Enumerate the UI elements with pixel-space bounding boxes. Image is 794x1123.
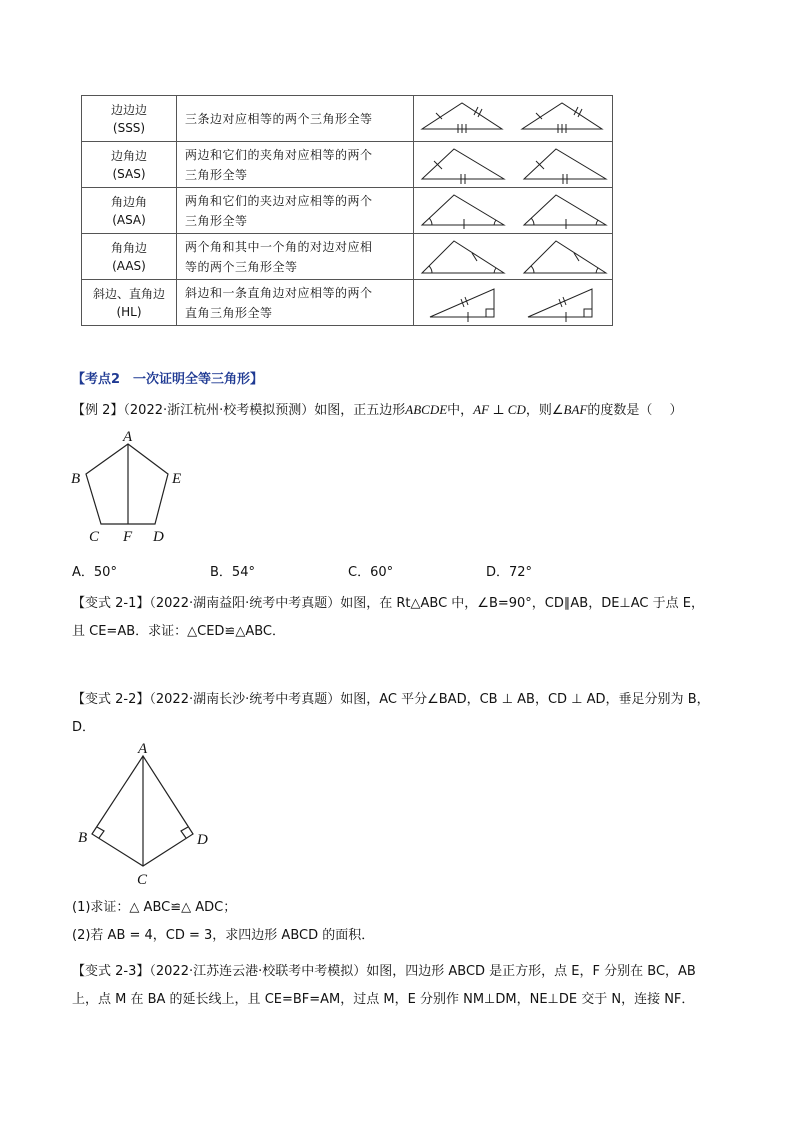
section-title: 【考点2 一次证明全等三角形】 xyxy=(72,372,264,387)
question-text: ，则∠ xyxy=(525,403,564,418)
rule-figure-sas xyxy=(414,142,613,188)
rule-desc-line: 三角形全等 xyxy=(185,167,248,182)
vertex-label-b: B xyxy=(71,471,81,487)
variant-text: 如图，AC 平分∠BAD，CB ⊥ AB，CD ⊥ AD，垂足分别为 B， xyxy=(340,692,710,707)
rule-name-cell xyxy=(82,234,177,280)
variant-source: （2022·江苏连云港·校联考中考模拟） xyxy=(149,964,367,979)
vertex-label-b: B xyxy=(78,830,88,846)
table-row xyxy=(82,142,613,188)
example-2-question xyxy=(72,396,722,425)
rule-abbr: (SAS) xyxy=(112,166,146,181)
rule-abbr: (ASA) xyxy=(112,212,146,227)
question-text: 中， xyxy=(447,403,474,418)
variant-2-1 xyxy=(72,590,722,646)
rule-name: 斜边、直角边 xyxy=(92,286,165,301)
example-2 xyxy=(72,396,722,425)
variant-text: 且 CE=AB．求证：△CED≌△ABC． xyxy=(72,624,285,639)
rule-desc-line: 等的两个三角形全等 xyxy=(185,259,298,274)
rule-name: 角边角 xyxy=(110,194,147,209)
option-d[interactable] xyxy=(486,561,532,580)
perpendicular-relation: AF ⊥ CD xyxy=(473,402,526,417)
vertex-label-d: D xyxy=(197,832,208,848)
option-value: 54° xyxy=(231,565,255,580)
rule-name-cell xyxy=(82,142,177,188)
variant-line xyxy=(72,958,722,986)
rule-figure-aas xyxy=(414,234,613,280)
sub-question-2: (2)若 AB = 4，CD = 3，求四边形 ABCD 的面积． xyxy=(72,928,375,943)
variant-2-2 xyxy=(72,686,722,742)
rule-desc-line: 三角形全等 xyxy=(185,213,248,228)
option-value: 50° xyxy=(93,565,117,580)
variant-line xyxy=(72,590,722,618)
rule-name-cell xyxy=(82,188,177,234)
rule-name: 边角边 xyxy=(110,148,147,163)
pentagon-figure xyxy=(66,426,196,546)
option-value: 60° xyxy=(370,565,394,580)
question-text: 的度数是（ ） xyxy=(587,403,683,418)
rule-desc-cell xyxy=(177,142,414,188)
option-key: B． xyxy=(210,565,232,580)
rule-desc-line: 两边和它们的夹角对应相等的两个 xyxy=(185,147,373,162)
option-a[interactable] xyxy=(72,561,117,580)
angle-name: BAF xyxy=(563,402,588,417)
table-row xyxy=(82,96,613,142)
vertex-label-a: A xyxy=(123,429,133,445)
kite-figure xyxy=(72,738,222,890)
variant-line xyxy=(72,686,722,714)
rule-desc-line: 斜边和一条直角边对应相等的两个 xyxy=(185,285,373,300)
question-text: 如图，正五边形 xyxy=(314,403,406,418)
example-source: （2022·浙江杭州·校考模拟预测） xyxy=(123,403,315,418)
variant-tag: 【变式 2-2】 xyxy=(72,692,150,707)
variant-2-3 xyxy=(72,958,722,1014)
rule-abbr: (SSS) xyxy=(112,120,146,135)
rule-name: 角角边 xyxy=(110,240,147,255)
vertex-label-f: F xyxy=(123,529,133,545)
sub-question-1: (1)求证：△ ABC≌△ ADC； xyxy=(72,900,237,915)
rule-figure-hl xyxy=(414,280,613,326)
rule-name: 边边边 xyxy=(110,102,147,117)
congruence-rules-table xyxy=(81,95,613,326)
variant-text: 上，点 M 在 BA 的延长线上，且 CE=BF=AM，过点 M，E 分别作 NM⊥DM，NE⊥DE 交于 N，连接 NF． xyxy=(72,992,695,1007)
variant-2-2-questions xyxy=(72,894,722,950)
variant-text: 如图，四边形 ABCD 是正方形，点 E，F 分别在 BC，AB xyxy=(366,964,696,979)
variant-tag: 【变式 2-3】 xyxy=(72,964,150,979)
variant-text: D． xyxy=(72,720,96,735)
rule-desc-cell xyxy=(177,280,414,326)
table-row xyxy=(82,234,613,280)
variant-source: （2022·湖南益阳·统考中考真题） xyxy=(149,596,341,611)
rule-figure-sss xyxy=(414,96,613,142)
table-row xyxy=(82,280,613,326)
rule-name-cell xyxy=(82,280,177,326)
vertex-label-e: E xyxy=(172,471,182,487)
rule-desc-line: 两角和它们的夹边对应相等的两个 xyxy=(185,193,373,208)
rule-name-cell xyxy=(82,96,177,142)
table-row xyxy=(82,188,613,234)
vertex-label-d: D xyxy=(153,529,164,545)
rule-desc-cell xyxy=(177,188,414,234)
pentagon-name: ABCDE xyxy=(405,402,448,417)
rule-abbr: (HL) xyxy=(116,304,142,319)
rule-desc-line: 直角三角形全等 xyxy=(185,305,273,320)
rule-desc-line: 三条边对应相等的两个三角形全等 xyxy=(185,111,373,126)
variant-source: （2022·湖南长沙·统考中考真题） xyxy=(149,692,341,707)
vertex-label-c: C xyxy=(137,872,148,888)
rule-desc-cell xyxy=(177,96,414,142)
option-c[interactable] xyxy=(348,561,393,580)
example-tag: 【例 2】 xyxy=(72,403,124,418)
variant-tag: 【变式 2-1】 xyxy=(72,596,150,611)
option-key: D． xyxy=(486,565,510,580)
variant-text: 如图，在 Rt△ABC 中，∠B=90°，CD∥AB，DE⊥AC 于点 E， xyxy=(340,596,704,611)
rule-desc-line: 两个角和其中一个角的对边对应相 xyxy=(185,239,373,254)
vertex-label-c: C xyxy=(89,529,100,545)
vertex-label-a: A xyxy=(138,741,148,757)
option-key: A． xyxy=(72,565,94,580)
option-value: 72° xyxy=(509,565,533,580)
option-key: C． xyxy=(348,565,371,580)
rule-abbr: (AAS) xyxy=(112,258,146,273)
option-b[interactable] xyxy=(210,561,255,580)
rule-figure-asa xyxy=(414,188,613,234)
rule-desc-cell xyxy=(177,234,414,280)
